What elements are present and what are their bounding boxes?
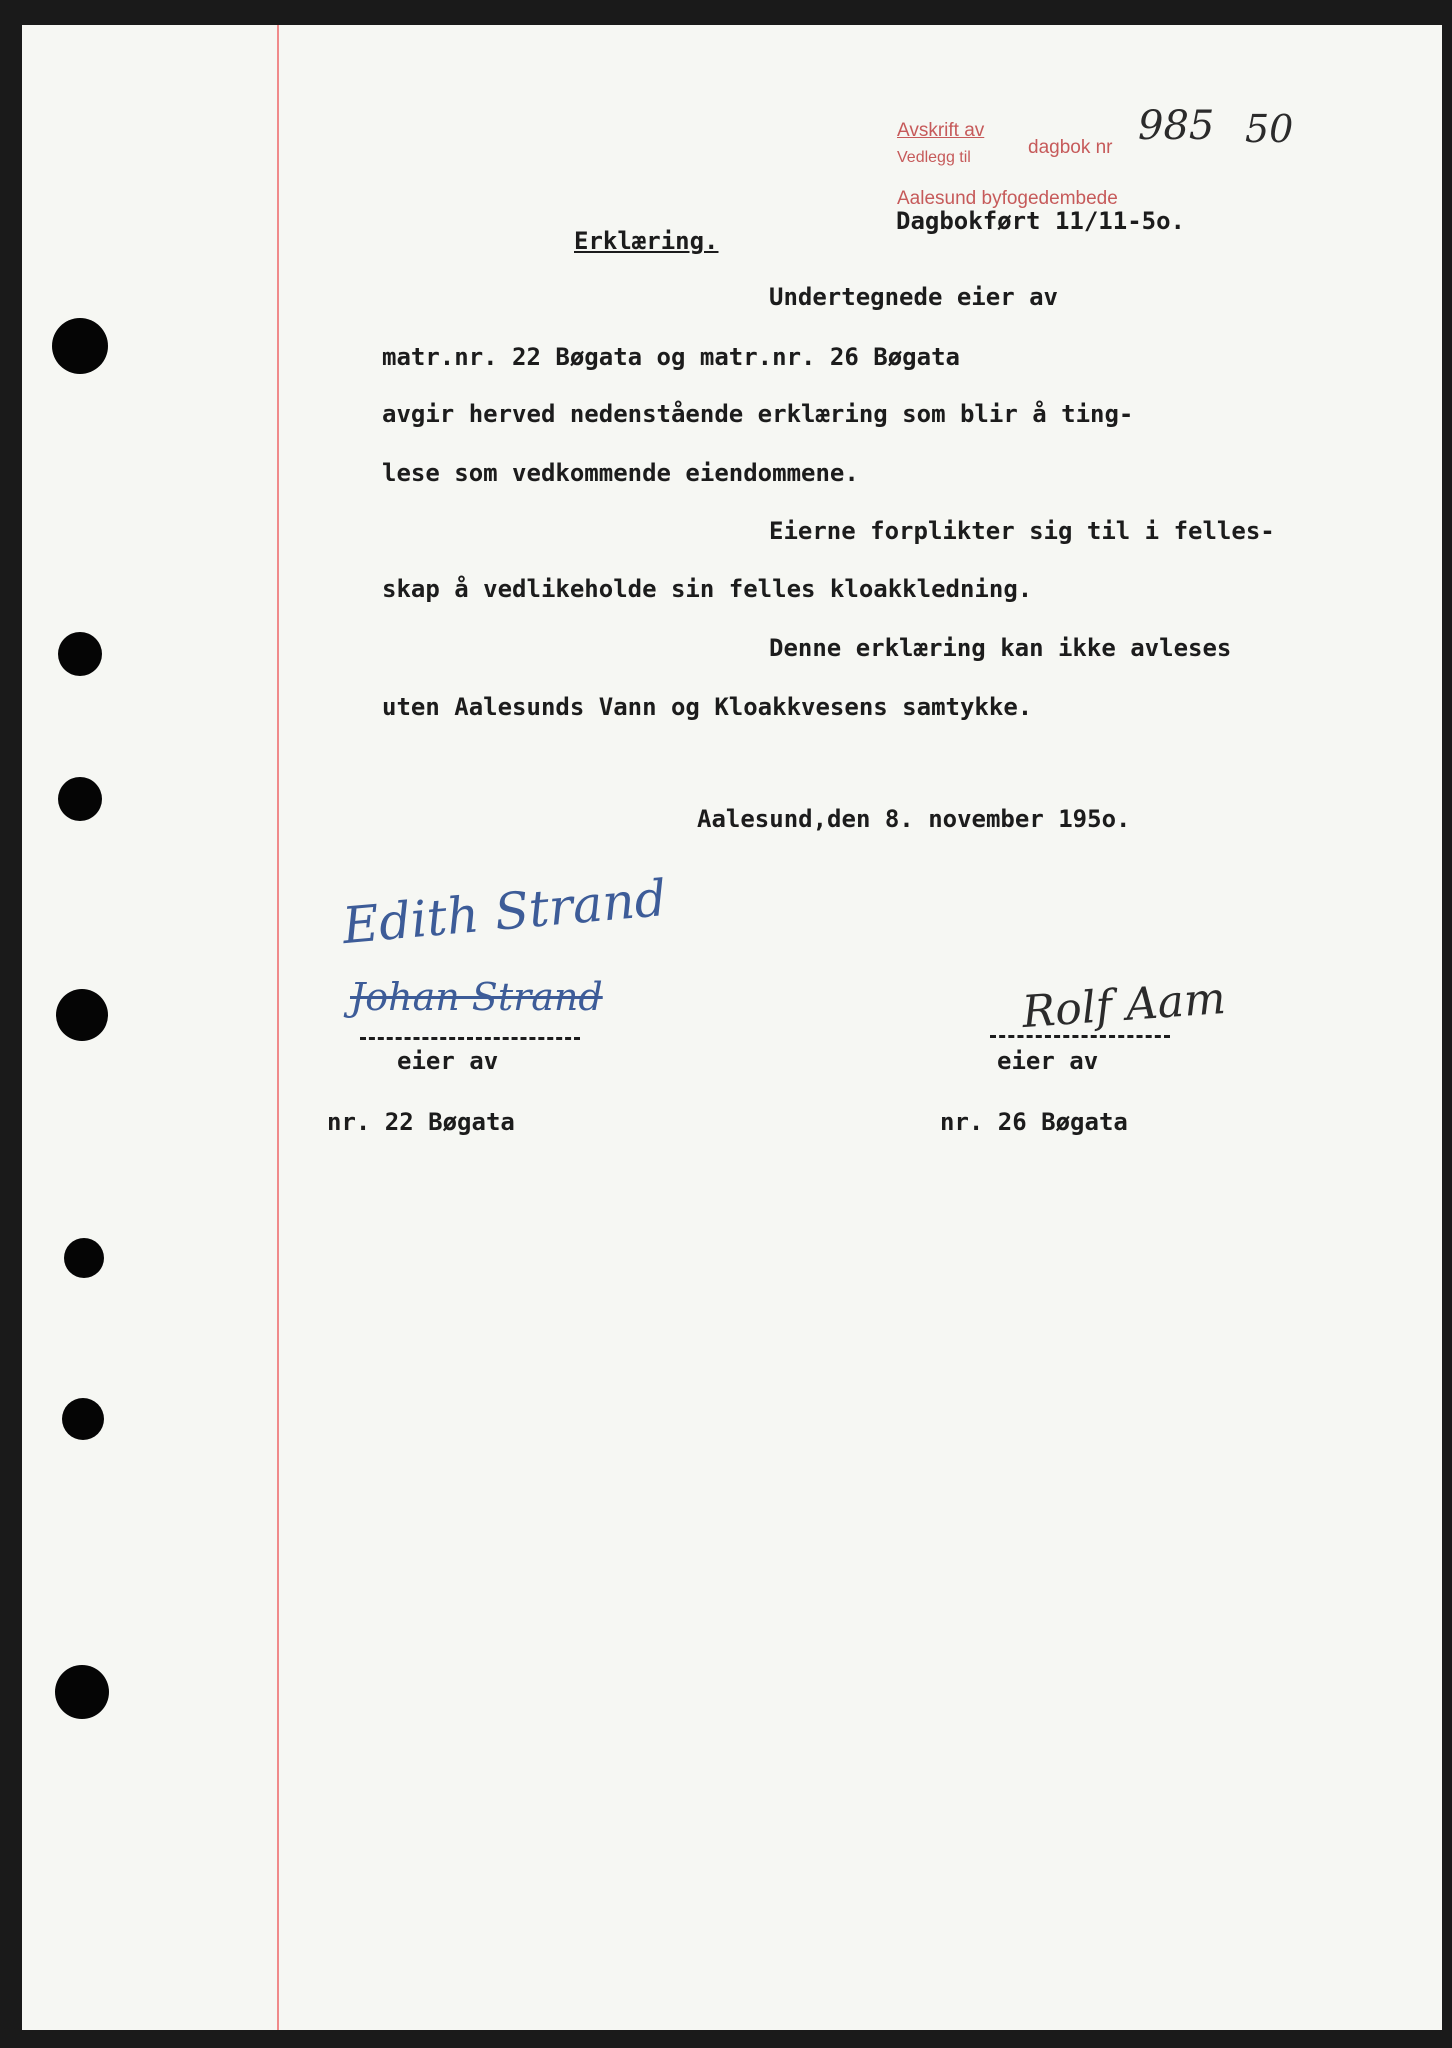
- punch-hole: [52, 318, 108, 374]
- stamp-line2: Vedlegg til: [897, 149, 971, 166]
- body-line: Eierne forplikter sig til i felles-: [769, 517, 1275, 545]
- body-line: skap å vedlikeholde sin felles kloakkledning.: [382, 575, 1033, 603]
- punch-hole: [56, 989, 108, 1041]
- stamp-line1: Avskrift av: [897, 120, 985, 141]
- stamp-line3: Aalesund byfogedembede: [897, 188, 1118, 209]
- signature-johan: Johan Strand: [350, 975, 603, 1019]
- signature-line: [360, 1037, 580, 1040]
- document-page: [22, 25, 1442, 2030]
- journal-number: 985: [1138, 103, 1215, 149]
- page-title: Erklæring.: [574, 227, 719, 255]
- margin-line: [277, 25, 279, 2030]
- registered-date: Dagbokført 11/11-5o.: [896, 207, 1185, 235]
- left-property: nr. 22 Bøgata: [327, 1108, 515, 1136]
- body-line: Denne erklæring kan ikke avleses: [769, 634, 1232, 662]
- punch-hole: [58, 777, 102, 821]
- journal-year: 50: [1245, 107, 1294, 151]
- punch-hole: [64, 1238, 104, 1278]
- body-line: lese som vedkommende eiendommene.: [382, 459, 859, 487]
- right-role: eier av: [997, 1047, 1099, 1075]
- right-property: nr. 26 Bøgata: [940, 1108, 1128, 1136]
- body-line: Undertegnede eier av: [769, 283, 1058, 311]
- signature-line: [990, 1035, 1170, 1038]
- punch-hole: [58, 632, 102, 676]
- signature-rolf: Rolf Aam: [1020, 972, 1228, 1039]
- left-role: eier av: [397, 1047, 499, 1075]
- stamp-line1b: dagbok nr: [1028, 137, 1113, 158]
- punch-hole: [62, 1398, 104, 1440]
- place-date: Aalesund,den 8. november 195o.: [697, 805, 1131, 833]
- signature-edith: Edith Strand: [340, 868, 669, 956]
- punch-hole: [55, 1665, 109, 1719]
- body-line: matr.nr. 22 Bøgata og matr.nr. 26 Bøgata: [382, 343, 960, 371]
- body-line: avgir herved nedenstående erklæring som blir å ting-: [382, 400, 1134, 428]
- body-line: uten Aalesunds Vann og Kloakkvesens samtykke.: [382, 693, 1033, 721]
